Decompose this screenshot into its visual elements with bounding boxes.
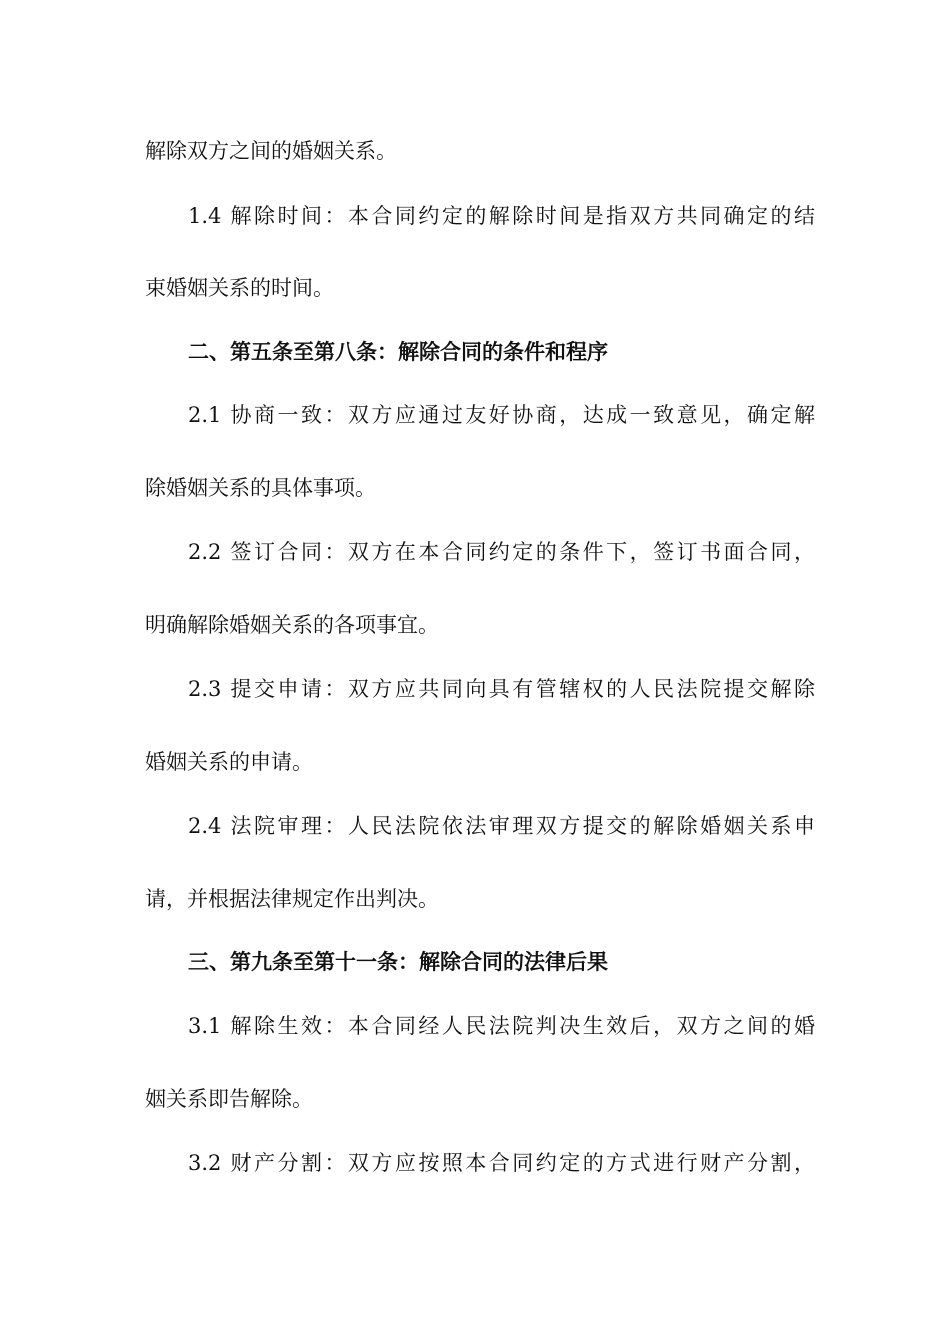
section-heading-3: 三、第九条至第十一条：解除合同的法律后果: [188, 949, 608, 974]
clause-2-1-line-1: 2.1 协商一致：双方应通过友好协商，达成一致意见，确定解: [188, 403, 815, 427]
clause-2-3-line-2: 婚姻关系的申请。: [145, 750, 313, 774]
clause-2-2-line-2: 明确解除婚姻关系的各项事宜。: [145, 613, 439, 637]
clause-3-2-line-1: 3.2 财产分割：双方应按照本合同约定的方式进行财产分割，: [188, 1151, 815, 1175]
clause-3-1-line-1: 3.1 解除生效：本合同经人民法院判决生效后，双方之间的婚: [188, 1014, 815, 1038]
clause-2-3-line-1: 2.3 提交申请：双方应共同向具有管辖权的人民法院提交解除: [188, 677, 815, 701]
clause-1-4-line-1: 1.4 解除时间：本合同约定的解除时间是指双方共同确定的结: [188, 204, 815, 228]
clause-1-4-line-2: 束婚姻关系的时间。: [145, 276, 334, 300]
clause-3-1-line-2: 姻关系即告解除。: [145, 1087, 313, 1111]
clause-2-4-line-1: 2.4 法院审理：人民法院依法审理双方提交的解除婚姻关系申: [188, 814, 815, 838]
clause-2-1-line-2: 除婚姻关系的具体事项。: [145, 476, 376, 500]
section-heading-2: 二、第五条至第八条：解除合同的条件和程序: [188, 339, 608, 364]
paragraph-line: 解除双方之间的婚姻关系。: [145, 139, 397, 163]
clause-2-4-line-2: 请，并根据法律规定作出判决。: [145, 887, 439, 911]
clause-2-2-line-1: 2.2 签订合同：双方在本合同约定的条件下，签订书面合同，: [188, 540, 815, 564]
